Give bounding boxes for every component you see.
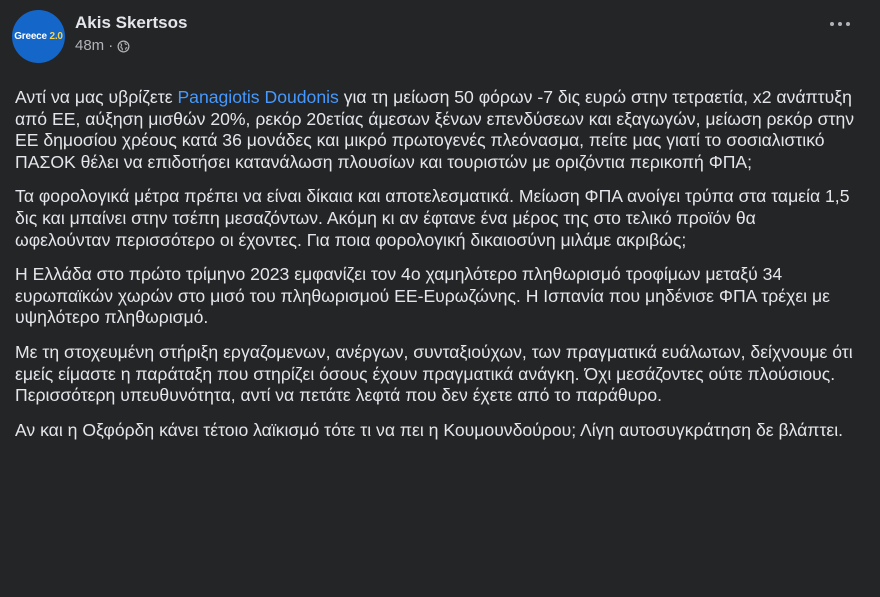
post-paragraph: Αν και η Οξφόρδη κάνει τέτοιο λαϊκισμό τότε τι να πει η Κουμουνδούρου; Λίγη αυτοσυγκράτηση δε βλάπτει. xyxy=(15,419,844,440)
author-name[interactable]: Akis Skertsos xyxy=(75,13,188,32)
avatar[interactable] xyxy=(12,10,65,63)
separator-dot: · xyxy=(108,37,114,54)
post-paragraph: Η Ελλάδα στο πρώτο τρίμηνο 2023 εμφανίζει τον 4ο χαμηλότερο πληθωρισμό τροφίμων μεταξύ 34 ευρωπαϊκών χωρών στο μισό του πληθωρισμού ΕΕ-Ευρωζώνης. Η Ισπανία που μηδένισε ΦΠΑ τρέχει με υψηλότερο πληθωρισμό. xyxy=(15,264,830,328)
post-paragraph: Τα φορολογικά μέτρα πρέπει να είναι δίκαια και αποτελεσματικά. Μείωση ΦΠΑ ανοίγει τρύπα στα ταμεία 1,5 δις και μπαίνει στην τσέπη μεσαζόντων. Ακόμη κι αν έφτανε ένα μέρος της στο τελικό προϊόν θα ωφελούνταν περισσότερο οι έχοντες. Για ποια φορολογική δικαιοσύνη μιλάμε ακριβώς; xyxy=(15,186,850,250)
more-options-icon[interactable] xyxy=(830,22,850,26)
post-content xyxy=(12,87,862,441)
avatar-logo-text: Greece 2.0 xyxy=(14,31,63,42)
post-header xyxy=(12,10,862,72)
post-paragraph: Με τη στοχευμένη στήριξη εργαζομενων, ανέργων, συνταξιούχων, των πραγματικά ευάλωτων, δείχνουμε ότι εμείς είμαστε η παράταξη που στηρίζει όσους έχουν πραγματικά ανάγκη. Όχι μεσάζοντες ούτε πλούσιους. Περισσότερη υπευθυνότητα, αντί να πετάτε λεφτά που δεν έχετε από το παράθυρο. xyxy=(15,341,853,406)
post-time[interactable]: 48m xyxy=(75,37,105,54)
globe-icon[interactable] xyxy=(117,40,130,53)
post-meta xyxy=(75,13,187,55)
post-paragraph: Αντί να μας υβρίζετε Panagiotis Doudonis για τη μείωση 50 φόρων -7 δις ευρώ στην τετραετία, x2 ανάπτυξη από ΕΕ, αύξηση μισθών 20%, ρεκόρ 20ετίας άμεσων ξένων επενδύσεων και εξαγωγών, μείωση ρεκόρ στην ΕΕ δημοσίου χρέους κατά 36 μονάδες και μικρό πρωτογενές πλεόνασμα, πείτε μας γιατί το σοσιαλιστικό ΠΑΣΟΚ θέλει να επιδοτήσει κατανάλωση πλουσίων και τουριστών με οριζόντια περικοπή ΦΠΑ; xyxy=(15,87,855,172)
post-subline xyxy=(75,37,187,55)
mention-link[interactable]: Panagiotis Doudonis xyxy=(177,87,339,107)
